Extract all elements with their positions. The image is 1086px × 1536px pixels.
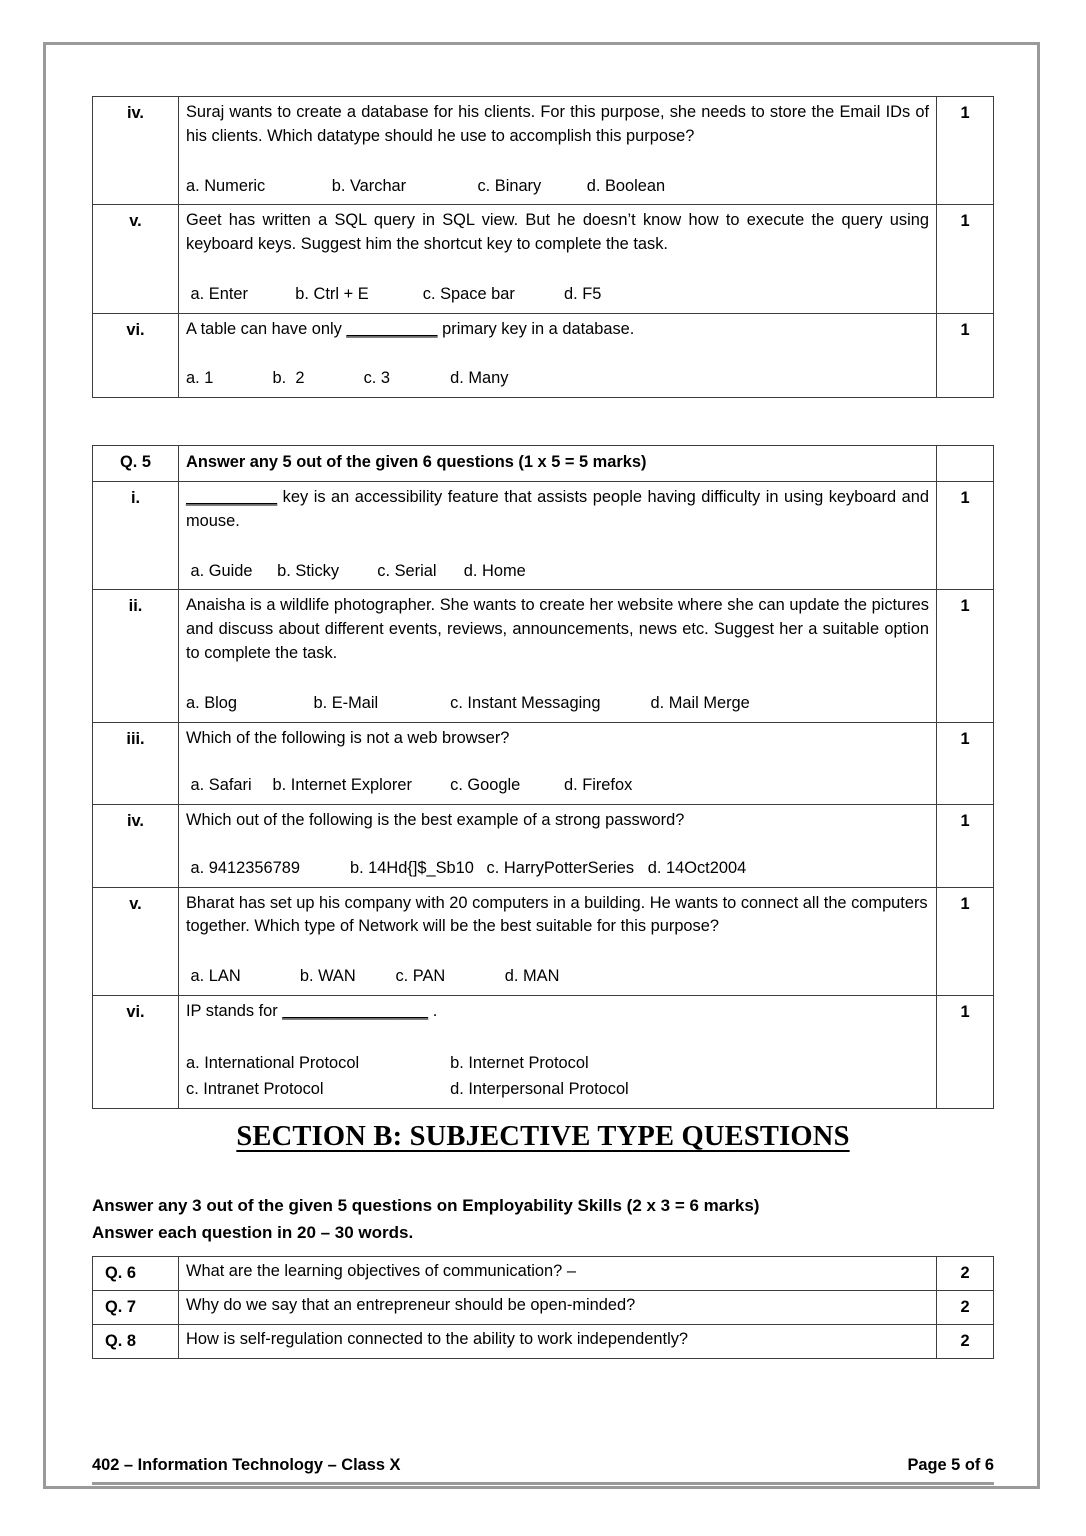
question-options: a. 1 b. 2 c. 3 d. Many	[186, 369, 509, 388]
question-options: a. 9412356789 b. 14Hd{]$_Sb10 c. HarryPotterSeries d. 14Oct2004	[186, 858, 747, 877]
row-body	[179, 97, 937, 205]
question-text-post: primary key in a database.	[437, 319, 635, 338]
question-text-post: key is an accessibility feature that assists people having difficulty in using keyboard and mouse.	[186, 488, 929, 530]
question-options: a. Safari b. Internet Explorer c. Google d. Firefox	[186, 776, 633, 795]
table-row	[93, 205, 994, 313]
table-row	[93, 590, 994, 722]
table-row	[93, 482, 994, 590]
question-text: Geet has written a SQL query in SQL view. But he doesn’t know how to execute the query using keyboard keys. Suggest him the shortcut key to complete the task.	[186, 211, 929, 254]
footer-page-number: Page 5 of 6	[907, 1456, 994, 1474]
question-options: a. Blog b. E-Mail c. Instant Messaging d. Mail Merge	[186, 693, 750, 712]
row-number: Q. 8	[93, 1324, 179, 1358]
row-body	[179, 722, 937, 805]
question-text-pre: IP stands for	[186, 1001, 283, 1020]
question-text: Suraj wants to create a database for his clients. For this purpose, she needs to store the Email IDs of his clients. Which datatype should he use to accomplish this purpose?	[186, 103, 929, 145]
row-marks: 2	[937, 1324, 994, 1358]
row-body	[179, 887, 937, 995]
row-body	[179, 205, 937, 313]
row-number: ii.	[93, 590, 179, 722]
page-content	[92, 96, 994, 1359]
row-number: vi.	[93, 313, 179, 398]
table-row	[93, 805, 994, 888]
table-header-row	[93, 446, 994, 482]
fill-in-blank: __________	[186, 488, 278, 507]
row-marks: 1	[937, 205, 994, 313]
question-text: Which of the following is not a web browser?	[186, 728, 510, 747]
section-b-title: SECTION B: SUBJECTIVE TYPE QUESTIONS	[236, 1121, 850, 1153]
question-text-pre: A table can have only	[186, 319, 347, 338]
table-row	[93, 1290, 994, 1324]
question-options	[186, 1050, 929, 1103]
row-number: iv.	[93, 805, 179, 888]
footer-row	[92, 1456, 994, 1475]
footer-subject: 402 – Information Technology – Class X	[92, 1456, 401, 1474]
question-table-top	[92, 96, 994, 398]
row-marks: 1	[937, 887, 994, 995]
fill-in-blank: ________________	[282, 1001, 429, 1020]
row-number: i.	[93, 482, 179, 590]
question-text	[186, 1000, 929, 1024]
table-row	[93, 887, 994, 995]
question-text: What are the learning objectives of communication? –	[179, 1256, 937, 1290]
instruction-line-1: Answer any 3 out of the given 5 questions on Employability Skills (2 x 3 = 6 marks)	[92, 1196, 760, 1216]
row-marks: 1	[937, 313, 994, 398]
question-text	[186, 486, 929, 534]
row-marks: 1	[937, 995, 994, 1108]
row-marks: 2	[937, 1256, 994, 1290]
row-number: v.	[93, 205, 179, 313]
question-text: How is self-regulation connected to the ability to work independently?	[179, 1324, 937, 1358]
q5-label: Q. 5	[93, 446, 179, 482]
question-text: Why do we say that an entrepreneur should be open-minded?	[179, 1290, 937, 1324]
row-number: iv.	[93, 97, 179, 205]
q5-instruction: Answer any 5 out of the given 6 questions (1 x 5 = 5 marks)	[179, 446, 937, 482]
row-marks: 1	[937, 482, 994, 590]
table-row	[93, 1256, 994, 1290]
fill-in-blank: __________	[346, 319, 438, 338]
table-row	[93, 97, 994, 205]
spacer	[92, 398, 994, 445]
row-body	[179, 590, 937, 722]
question-text-post: .	[428, 1001, 438, 1020]
footer-divider	[92, 1482, 994, 1485]
subjective-question-table	[92, 1256, 994, 1359]
row-body	[179, 805, 937, 888]
row-marks: 1	[937, 97, 994, 205]
q5-header-marks	[937, 446, 994, 482]
row-marks: 1	[937, 805, 994, 888]
question-options: a. LAN b. WAN c. PAN d. MAN	[186, 967, 560, 986]
question-text	[186, 318, 929, 342]
row-number: vi.	[93, 995, 179, 1108]
row-number: v.	[93, 887, 179, 995]
instruction-line-2: Answer each question in 20 – 30 words.	[92, 1222, 414, 1242]
table-row	[93, 313, 994, 398]
question-text: Which out of the following is the best example of a strong password?	[186, 811, 685, 830]
row-body	[179, 313, 937, 398]
question-options: a. Enter b. Ctrl + E c. Space bar d. F5	[186, 284, 602, 303]
row-marks: 1	[937, 590, 994, 722]
question-options: a. Numeric b. Varchar c. Binary d. Boolean	[186, 176, 666, 195]
row-number: Q. 7	[93, 1290, 179, 1324]
row-number: Q. 6	[93, 1256, 179, 1290]
section-b-instructions	[92, 1193, 994, 1246]
row-marks: 1	[937, 722, 994, 805]
question-options-line2: c. Intranet Protocol d. Interpersonal Protocol	[186, 1080, 629, 1098]
page-footer	[92, 1456, 994, 1485]
row-body	[179, 482, 937, 590]
question-options: a. Guide b. Sticky c. Serial d. Home	[186, 561, 526, 580]
table-row	[93, 995, 994, 1108]
table-row	[93, 1324, 994, 1358]
question-text: Anaisha is a wildlife photographer. She wants to create her website where she can update the pictures and discuss about different events, reviews, announcements, news etc. Suggest her a suitable option to complete the task.	[186, 596, 929, 662]
row-marks: 2	[937, 1290, 994, 1324]
question-options-line1: a. International Protocol b. Internet Protocol	[186, 1053, 589, 1072]
question-text: Bharat has set up his company with 20 computers in a building. He wants to connect all the computers together. Which type of Network will be the best suitable for this purpose?	[186, 893, 928, 936]
table-row	[93, 722, 994, 805]
row-body	[179, 995, 937, 1108]
row-number: iii.	[93, 722, 179, 805]
question-table-q5	[92, 445, 994, 1109]
